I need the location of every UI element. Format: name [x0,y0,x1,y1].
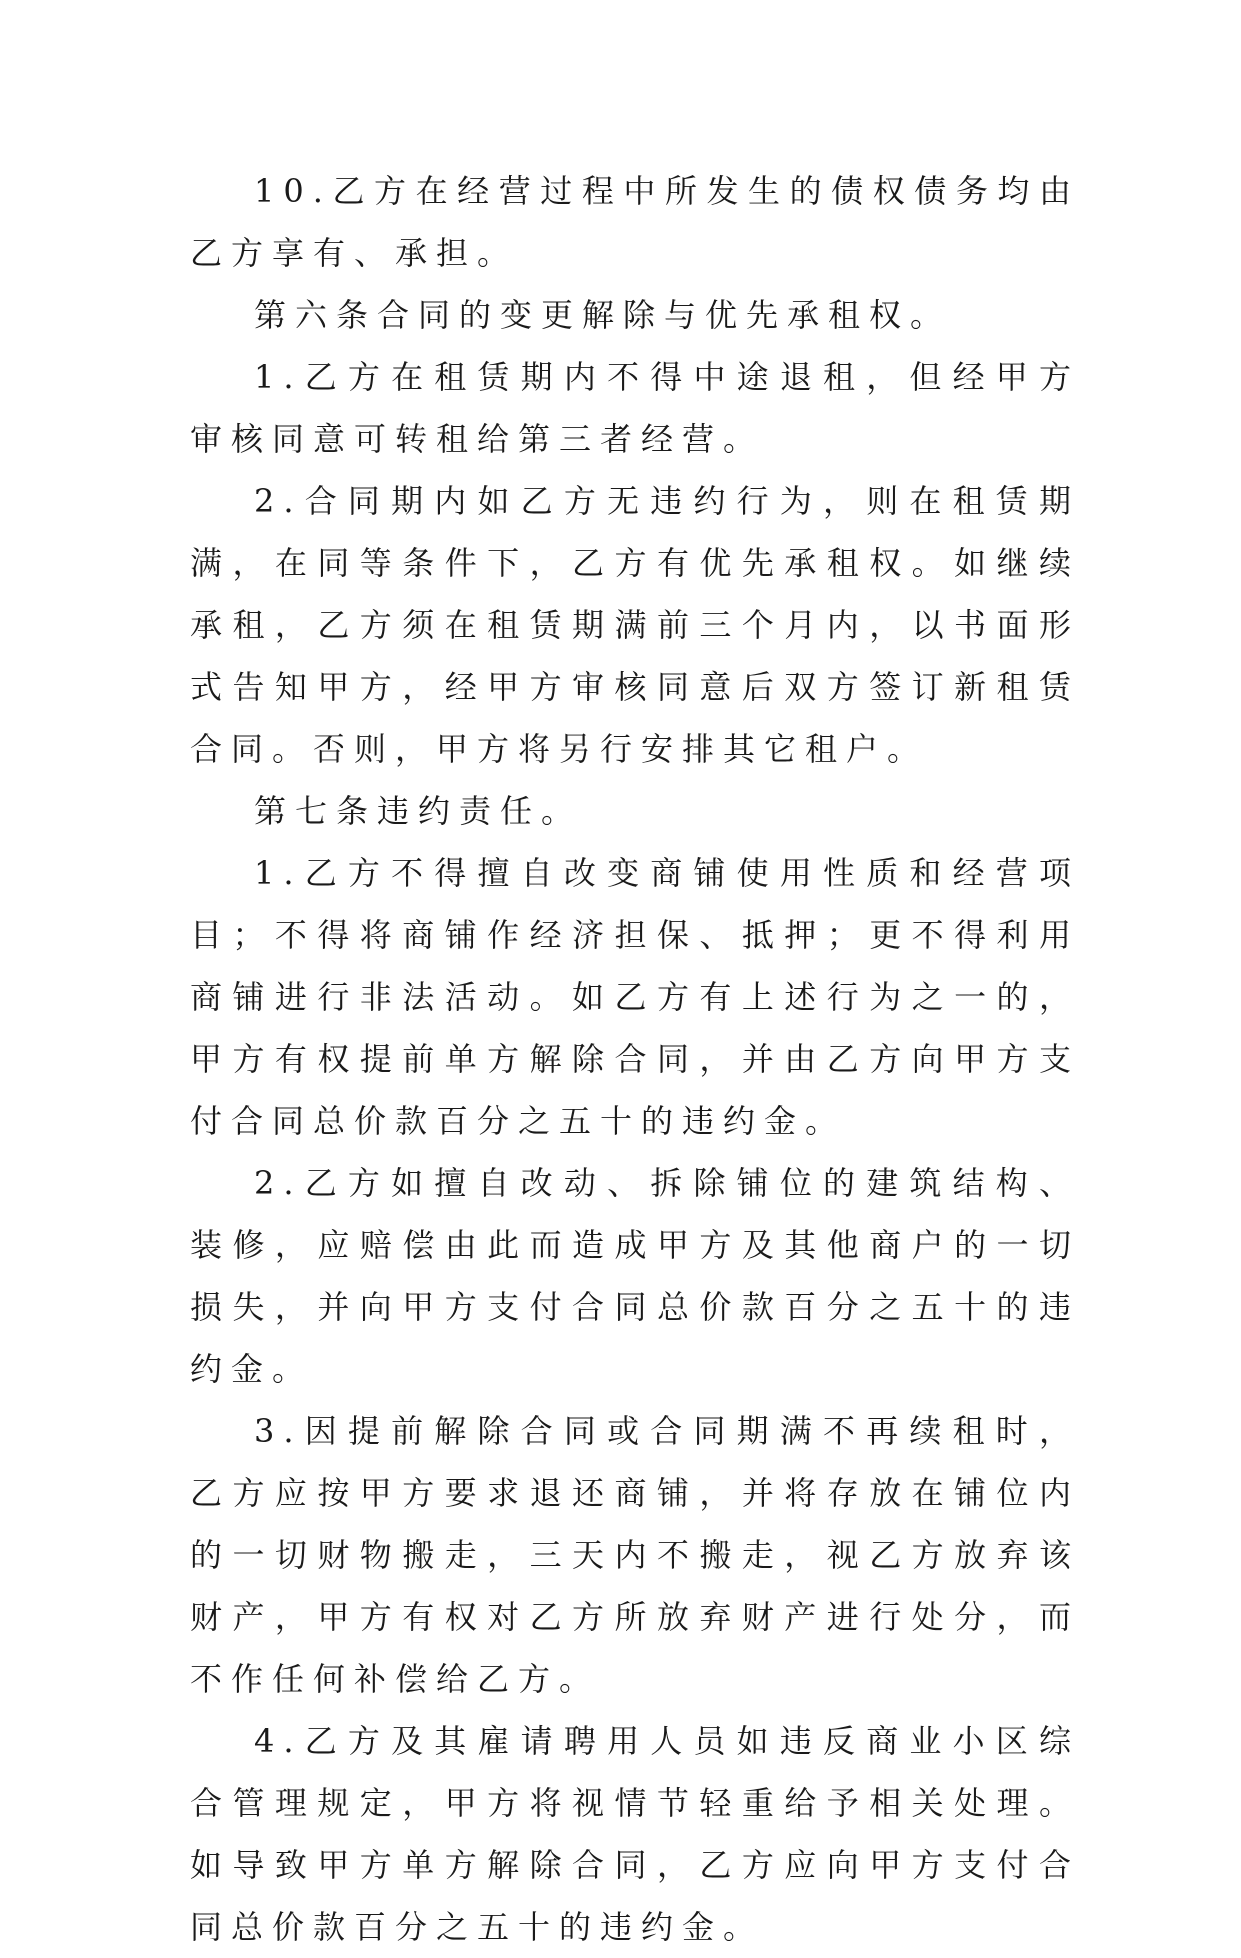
document-body [190,160,1080,1958]
paragraph-debt-clause: 10.乙方在经营过程中所发生的债权债务均由乙方享有、承担。 [190,172,1080,272]
paragraph-no-early-termination: 1.乙方在租赁期内不得中途退租，但经甲方审核同意可转租给第三者经营。 [190,358,1080,458]
heading-article-six: 第六条合同的变更解除与优先承租权。 [254,296,952,334]
paragraph-breach-usage: 1.乙方不得擅自改变商铺使用性质和经营项目；不得将商铺作经济担保、抵押；更不得利用商铺进行非法活动。如乙方有上述行为之一的，甲方有权提前单方解除合同，并由乙方向甲方支付合同总价款百分之五十的违约金。 [190,854,1080,1140]
paragraph-priority-lease: 2.合同期内如乙方无违约行为，则在租赁期满，在同等条件下，乙方有优先承租权。如继续承租，乙方须在租赁期满前三个月内，以书面形式告知甲方，经甲方审核同意后双方签订新租赁合同。否则，甲方将另行安排其它租户。 [190,482,1080,768]
paragraph-breach-structure: 2.乙方如擅自改动、拆除铺位的建筑结构、装修，应赔偿由此而造成甲方及其他商户的一切损失，并向甲方支付合同总价款百分之五十的违约金。 [190,1164,1080,1388]
paragraph-staff-violation: 4.乙方及其雇请聘用人员如违反商业小区综合管理规定，甲方将视情节轻重给予相关处理。如导致甲方单方解除合同，乙方应向甲方支付合同总价款百分之五十的违约金。 [190,1722,1080,1946]
heading-article-seven: 第七条违约责任。 [254,792,583,830]
paragraph-return-premises: 3.因提前解除合同或合同期满不再续租时，乙方应按甲方要求退还商铺，并将存放在铺位内的一切财物搬走，三天内不搬走，视乙方放弃该财产，甲方有权对乙方所放弃财产进行处分，而不作任何补偿给乙方。 [190,1412,1080,1698]
